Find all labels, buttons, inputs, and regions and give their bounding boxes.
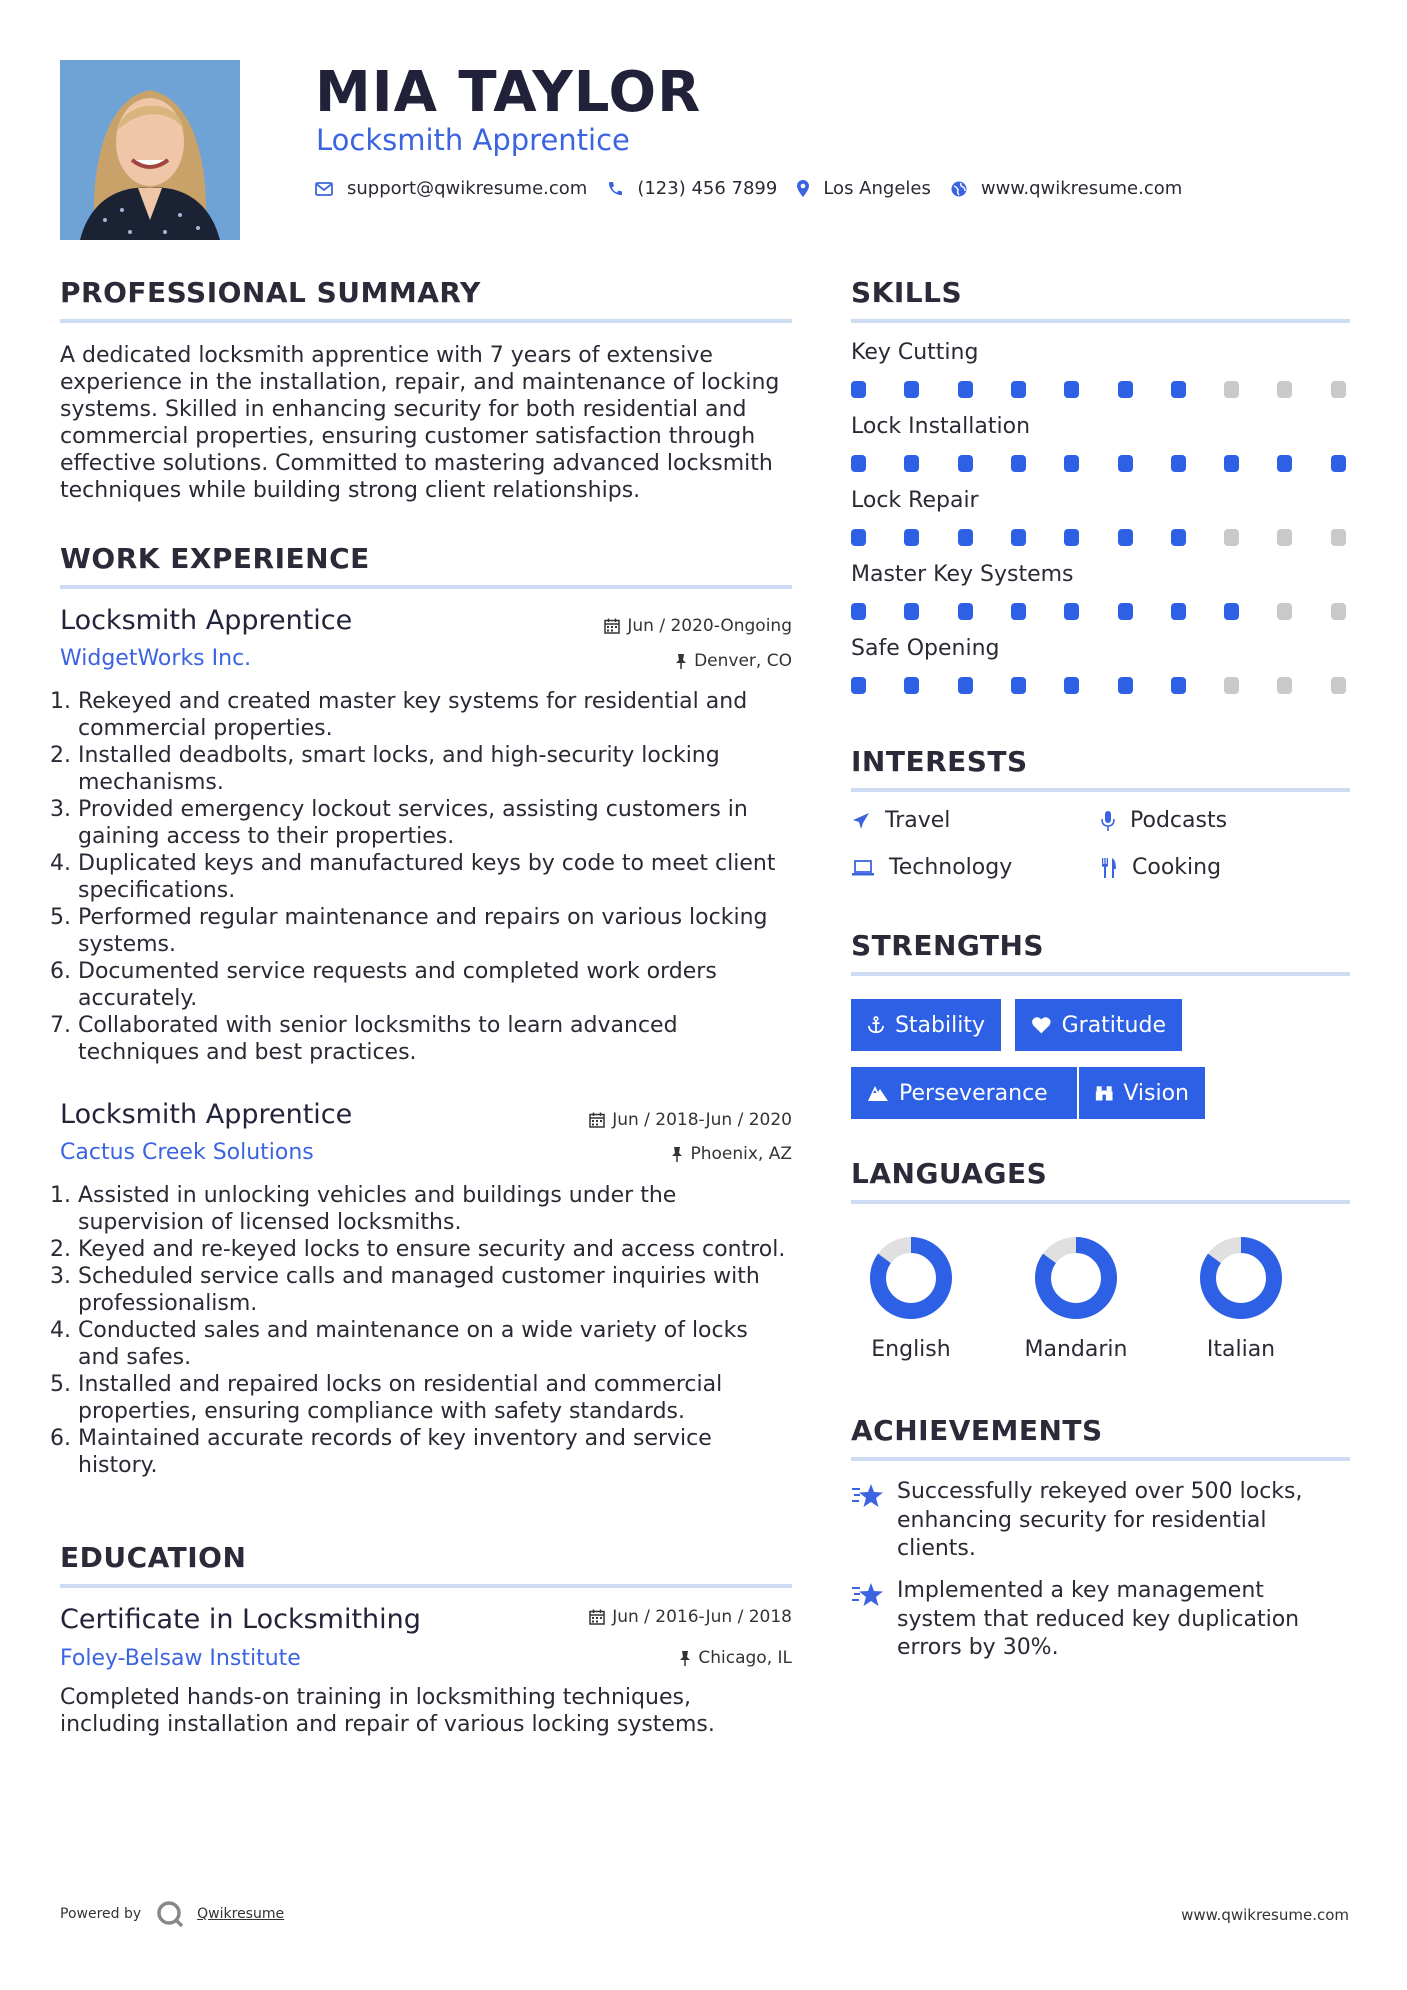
contact-phone[interactable]	[607, 178, 777, 199]
rating-dot-empty	[1331, 677, 1346, 694]
education-heading: EDUCATION	[60, 1541, 247, 1574]
map-pin-icon	[797, 180, 809, 197]
strengths-heading: STRENGTHS	[851, 929, 1045, 962]
rating-dot-filled	[1118, 529, 1133, 546]
rating-dot-filled	[851, 455, 866, 472]
duty-number: 2.	[50, 1237, 71, 1262]
rating-dot-empty	[1277, 603, 1292, 620]
footer-website[interactable]: www.qwikresume.com	[1181, 1906, 1349, 1924]
rating-dot-filled	[904, 455, 919, 472]
duty-number: 3.	[50, 797, 71, 822]
microphone-icon	[1100, 810, 1116, 832]
phone-text: (123) 456 7899	[637, 178, 778, 199]
achievement-item	[851, 1478, 1321, 1564]
education-description: Completed hands-on training in locksmithing techniques, including installation and repair of various locking systems.	[60, 1685, 715, 1737]
job-location	[675, 651, 792, 671]
job-dates-text: Jun / 2018-Jun / 2020	[612, 1110, 792, 1130]
rating-dot-filled	[1118, 455, 1133, 472]
interest-item-technology	[851, 855, 1012, 880]
plane-icon	[851, 811, 871, 831]
globe-icon	[951, 181, 967, 197]
contact-email[interactable]	[315, 178, 587, 199]
contact-bar	[315, 178, 1202, 199]
duty-text	[78, 850, 775, 904]
website-text: www.qwikresume.com	[980, 178, 1183, 199]
job-duties-list	[50, 1182, 795, 1479]
duty-item	[50, 1182, 795, 1236]
duty-text	[78, 958, 717, 1012]
shooting-star-icon	[851, 1482, 885, 1508]
duty-line: professionalism.	[78, 1291, 258, 1316]
duty-line: Installed deadbolts, smart locks, and high-security locking	[78, 743, 720, 768]
powered-by-label: Powered by	[60, 1906, 142, 1922]
duty-item	[50, 1317, 795, 1371]
achievement-line: enhancing security for residential	[897, 1507, 1267, 1533]
rating-dot-filled	[1118, 603, 1133, 620]
calendar-icon	[589, 1609, 605, 1625]
job-location-text: Phoenix, AZ	[690, 1144, 792, 1164]
duty-line: Installed and repaired locks on residential and commercial	[78, 1372, 723, 1397]
rating-dot-filled	[851, 529, 866, 546]
rating-dot-filled	[904, 603, 919, 620]
achievement-line: system that reduced key duplication	[897, 1606, 1300, 1632]
duty-number: 6.	[50, 959, 71, 984]
duty-number: 2.	[50, 743, 71, 768]
rating-dot-filled	[958, 677, 973, 694]
company-name: WidgetWorks Inc.	[60, 646, 252, 671]
duty-item	[50, 742, 795, 796]
skills-heading: SKILLS	[851, 276, 963, 309]
mountain-icon	[867, 1084, 889, 1102]
duty-item	[50, 796, 795, 850]
profile-photo	[60, 60, 240, 240]
duty-item	[50, 958, 795, 1012]
duty-item	[50, 904, 795, 958]
duty-line: commercial properties.	[78, 716, 333, 741]
duty-line: systems.	[78, 932, 176, 957]
achievement-line: clients.	[897, 1536, 976, 1561]
rating-dot-filled	[1011, 677, 1026, 694]
pushpin-icon	[671, 1146, 683, 1162]
duty-line: specifications.	[78, 878, 236, 903]
duty-number: 4.	[50, 1318, 71, 1343]
education-dates	[589, 1607, 792, 1627]
job-location	[671, 1144, 792, 1164]
laptop-icon	[851, 859, 875, 877]
duty-text	[78, 742, 720, 796]
rating-dot-filled	[1171, 381, 1186, 398]
duty-line: Conducted sales and maintenance on a wide variety of locks	[78, 1318, 748, 1343]
duty-text	[78, 1236, 785, 1263]
duty-item	[50, 1263, 795, 1317]
rating-dot-empty	[1224, 529, 1239, 546]
job-location-text: Denver, CO	[694, 651, 792, 671]
duty-text	[78, 1425, 712, 1479]
language-proficiency-donut	[866, 1233, 956, 1323]
language-item	[1016, 1233, 1136, 1362]
duty-line: Documented service requests and completed work orders	[78, 959, 717, 984]
skill-rating	[851, 455, 1351, 473]
achievements-divider	[851, 1457, 1350, 1461]
achievement-line: errors by 30%.	[897, 1635, 1059, 1660]
interest-item-podcasts	[1100, 808, 1227, 833]
education-divider	[60, 1584, 792, 1588]
duty-item	[50, 688, 795, 742]
rating-dot-filled	[1064, 603, 1079, 620]
duty-item	[50, 1371, 795, 1425]
duty-line: Rekeyed and created master key systems for residential and	[78, 689, 748, 714]
summary-heading: PROFESSIONAL SUMMARY	[60, 276, 481, 309]
duty-number: 1.	[50, 1183, 71, 1208]
rating-dot-filled	[1171, 529, 1186, 546]
location-text: Los Angeles	[823, 178, 931, 199]
rating-dot-empty	[1224, 381, 1239, 398]
strength-label: Stability	[894, 1012, 985, 1038]
skill-name: Lock Repair	[851, 488, 979, 513]
rating-dot-filled	[851, 677, 866, 694]
pushpin-icon	[679, 1650, 691, 1666]
duty-text	[78, 1263, 760, 1317]
rating-dot-filled	[1011, 381, 1026, 398]
duty-number: 6.	[50, 1426, 71, 1451]
duty-line: Scheduled service calls and managed customer inquiries with	[78, 1264, 760, 1289]
rating-dot-filled	[851, 381, 866, 398]
duty-text	[78, 904, 768, 958]
experience-divider	[60, 585, 792, 589]
duty-line: and safes.	[78, 1345, 192, 1370]
strength-badge-gratitude	[1015, 999, 1182, 1051]
job-dates-text: Jun / 2020-Ongoing	[627, 616, 792, 636]
rating-dot-filled	[1118, 677, 1133, 694]
duty-line: history.	[78, 1453, 158, 1478]
utensils-icon	[1100, 857, 1118, 879]
company-name: Cactus Creek Solutions	[60, 1140, 314, 1165]
calendar-icon	[604, 618, 620, 634]
candidate-name: MIA TAYLOR	[315, 60, 702, 125]
skill-name: Key Cutting	[851, 340, 979, 365]
skill-name: Safe Opening	[851, 636, 1000, 661]
rating-dot-filled	[1224, 603, 1239, 620]
job-title: Locksmith Apprentice	[60, 605, 353, 636]
duty-number: 3.	[50, 1264, 71, 1289]
school-name: Foley-Belsaw Institute	[60, 1646, 301, 1671]
degree-title: Certificate in Locksmithing	[60, 1604, 421, 1635]
achievement-line: Implemented a key management	[897, 1578, 1264, 1603]
rating-dot-filled	[1064, 529, 1079, 546]
achievement-line: Successfully rekeyed over 500 locks,	[897, 1479, 1303, 1504]
duty-number: 5.	[50, 905, 71, 930]
achievement-text	[897, 1478, 1303, 1564]
duty-number: 7.	[50, 1013, 71, 1038]
language-label: Mandarin	[1024, 1337, 1128, 1362]
rating-dot-empty	[1331, 381, 1346, 398]
language-item	[851, 1233, 971, 1362]
languages-divider	[851, 1200, 1350, 1204]
qwikresume-logo-icon	[155, 1900, 185, 1928]
education-location	[679, 1648, 792, 1668]
education-location-text: Chicago, IL	[698, 1648, 792, 1668]
interests-heading: INTERESTS	[851, 745, 1028, 778]
rating-dot-filled	[1331, 455, 1346, 472]
rating-dot-filled	[1118, 381, 1133, 398]
rating-dot-filled	[904, 529, 919, 546]
rating-dot-filled	[904, 381, 919, 398]
rating-dot-filled	[958, 381, 973, 398]
duty-text	[78, 1182, 676, 1236]
duty-line: supervision of licensed locksmiths.	[78, 1210, 462, 1235]
rating-dot-filled	[904, 677, 919, 694]
skill-rating	[851, 603, 1351, 621]
interest-label: Technology	[889, 855, 1013, 880]
language-label: English	[871, 1337, 951, 1362]
rating-dot-filled	[1011, 603, 1026, 620]
duty-item	[50, 850, 795, 904]
languages-heading: LANGUAGES	[851, 1157, 1048, 1190]
rating-dot-filled	[1064, 455, 1079, 472]
strengths-divider	[851, 972, 1350, 976]
strength-badge-vision	[1079, 1067, 1205, 1119]
duty-text	[78, 688, 747, 742]
contact-location	[797, 178, 931, 199]
interest-label: Podcasts	[1130, 808, 1228, 833]
duty-line: accurately.	[78, 986, 198, 1011]
language-item	[1181, 1233, 1301, 1362]
job-dates	[589, 1110, 792, 1130]
brand-link[interactable]: Qwikresume	[197, 1906, 285, 1922]
language-label: Italian	[1206, 1337, 1276, 1362]
candidate-title: Locksmith Apprentice	[316, 123, 630, 157]
rating-dot-filled	[958, 529, 973, 546]
interest-item-travel	[851, 808, 950, 833]
shooting-star-icon	[851, 1581, 885, 1607]
strength-label: Perseverance	[899, 1080, 1048, 1106]
rating-dot-empty	[1331, 603, 1346, 620]
interest-label: Travel	[885, 808, 951, 833]
email-text: support@qwikresume.com	[347, 178, 588, 199]
rating-dot-filled	[1224, 455, 1239, 472]
duty-line: mechanisms.	[78, 770, 224, 795]
rating-dot-filled	[1171, 455, 1186, 472]
rating-dot-empty	[1277, 677, 1292, 694]
strength-badge-stability	[851, 999, 1001, 1051]
rating-dot-filled	[1277, 455, 1292, 472]
skills-divider	[851, 319, 1350, 323]
summary-divider	[60, 319, 792, 323]
duty-line: Assisted in unlocking vehicles and buildings under the	[78, 1183, 677, 1208]
duty-line: techniques and best practices.	[78, 1040, 417, 1065]
duty-line: Duplicated keys and manufactured keys by code to meet client	[78, 851, 776, 876]
contact-website[interactable]	[951, 178, 1182, 199]
duty-number: 1.	[50, 689, 71, 714]
duty-item	[50, 1012, 795, 1066]
rating-dot-filled	[958, 455, 973, 472]
rating-dot-empty	[1277, 529, 1292, 546]
skill-name: Lock Installation	[851, 414, 1031, 439]
anchor-icon	[867, 1015, 885, 1035]
summary-text: A dedicated locksmith apprentice with 7 years of extensive experience in the installation, repair, and maintenance of locking systems. Skilled in enhancing security for both residential and commercial properties, ensuring customer satisfaction through effective solutions. Committed to mastering advanced locksmith techniques while building strong client relationships.	[60, 343, 780, 503]
duty-line: gaining access to their properties.	[78, 824, 455, 849]
rating-dot-filled	[1011, 529, 1026, 546]
duty-line: Collaborated with senior locksmiths to learn advanced	[78, 1013, 678, 1038]
rating-dot-filled	[851, 603, 866, 620]
rating-dot-filled	[958, 603, 973, 620]
language-proficiency-donut	[1031, 1233, 1121, 1323]
strength-label: Vision	[1123, 1080, 1189, 1106]
rating-dot-filled	[1064, 677, 1079, 694]
education-dates-text: Jun / 2016-Jun / 2018	[612, 1607, 792, 1627]
duty-line: Provided emergency lockout services, assisting customers in	[78, 797, 748, 822]
rating-dot-filled	[1064, 381, 1079, 398]
rating-dot-filled	[1171, 603, 1186, 620]
duty-line: Maintained accurate records of key inventory and service	[78, 1426, 712, 1451]
skill-rating	[851, 529, 1351, 547]
rating-dot-filled	[1011, 455, 1026, 472]
duty-text	[78, 1317, 748, 1371]
duty-text	[78, 1371, 722, 1425]
duty-item	[50, 1425, 795, 1479]
heart-icon	[1031, 1015, 1052, 1035]
calendar-icon	[589, 1112, 605, 1128]
interest-item-cooking	[1100, 855, 1221, 880]
rating-dot-empty	[1331, 529, 1346, 546]
footer-powered-by	[60, 1900, 284, 1928]
job-title: Locksmith Apprentice	[60, 1099, 353, 1130]
rating-dot-empty	[1277, 381, 1292, 398]
duty-text	[78, 796, 748, 850]
duty-number: 4.	[50, 851, 71, 876]
duty-line: Keyed and re-keyed locks to ensure security and access control.	[78, 1237, 786, 1262]
job-dates	[604, 616, 792, 636]
job-duties-list	[50, 688, 795, 1066]
duty-line: Performed regular maintenance and repairs on various locking	[78, 905, 768, 930]
rating-dot-empty	[1224, 677, 1239, 694]
phone-icon	[607, 181, 623, 197]
achievement-text	[897, 1577, 1299, 1663]
skill-name: Master Key Systems	[851, 562, 1074, 587]
pushpin-icon	[675, 653, 687, 669]
achievements-heading: ACHIEVEMENTS	[851, 1414, 1103, 1447]
skill-rating	[851, 677, 1351, 695]
duty-text	[78, 1012, 678, 1066]
strength-badge-perseverance	[851, 1067, 1077, 1119]
experience-heading: WORK EXPERIENCE	[60, 542, 370, 575]
rating-dot-filled	[1171, 677, 1186, 694]
binoculars-icon	[1095, 1083, 1113, 1103]
strength-label: Gratitude	[1061, 1012, 1166, 1038]
duty-number: 5.	[50, 1372, 71, 1397]
duty-line: properties, ensuring compliance with safety standards.	[78, 1399, 685, 1424]
achievement-item	[851, 1577, 1321, 1663]
interest-label: Cooking	[1132, 855, 1222, 880]
skill-rating	[851, 381, 1351, 399]
language-proficiency-donut	[1196, 1233, 1286, 1323]
duty-item	[50, 1236, 795, 1263]
interests-divider	[851, 788, 1350, 792]
envelope-icon	[315, 182, 333, 196]
